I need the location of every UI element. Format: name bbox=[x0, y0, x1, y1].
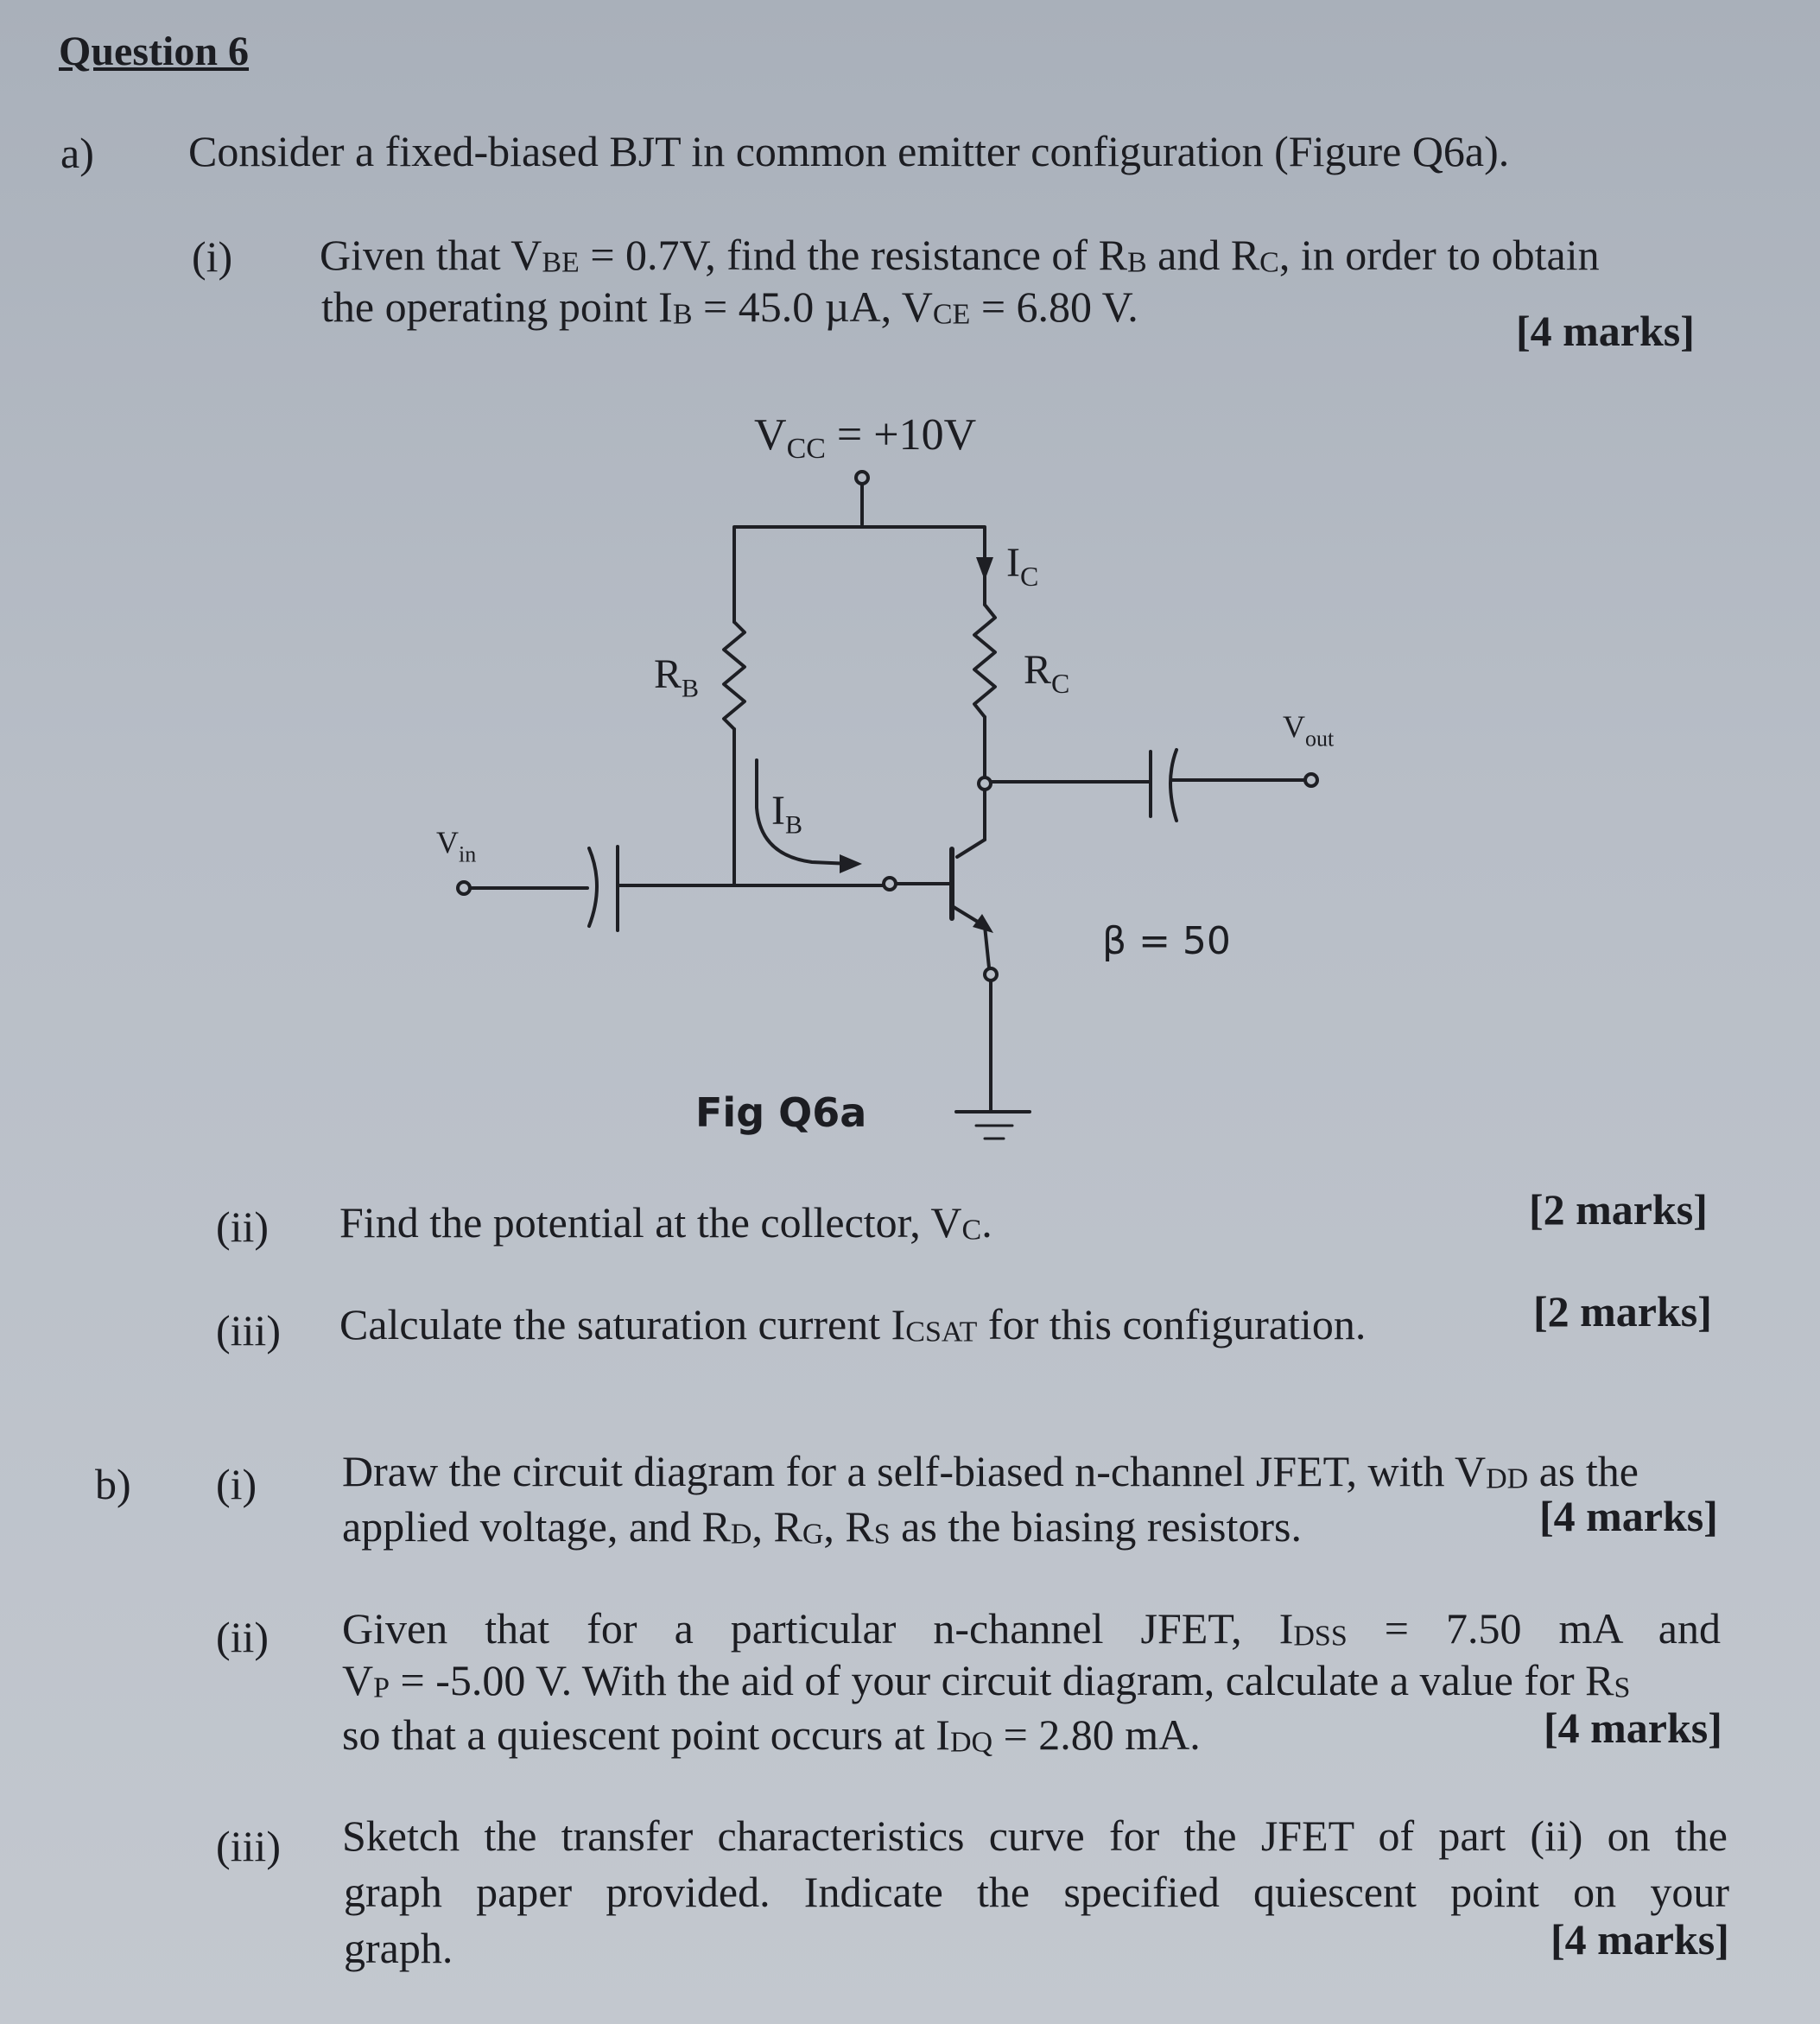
vout-label: $V_{out}$ bbox=[1283, 709, 1335, 752]
rb-label: $R_B$ bbox=[654, 651, 700, 703]
ic-arrowhead bbox=[976, 557, 993, 581]
part-b-iii-line2: graph paper provided. Indicate the specified quiescent point on your bbox=[344, 1868, 1729, 1916]
rc-label: $R_C$ bbox=[1024, 647, 1070, 700]
output-capacitor-plate2 bbox=[1170, 750, 1176, 821]
part-b-i-marks: [4 marks] bbox=[1539, 1492, 1718, 1540]
beta-label: β = 50 bbox=[1102, 919, 1231, 963]
vcc-label: $V_{CC} = +10V$ bbox=[754, 410, 977, 466]
rb-resistor bbox=[724, 622, 745, 729]
rc-resistor bbox=[974, 605, 995, 717]
part-a-intro: Consider a fixed-biased BJT in common emitter configuration (Figure Q6a). bbox=[188, 127, 1510, 175]
part-a-ii-marks: [2 marks] bbox=[1529, 1185, 1708, 1234]
part-b-iii-marks: [4 marks] bbox=[1550, 1915, 1729, 1964]
part-a-i-line2: the operating point $I_B = 45.0$ µA, $V_{CE} = 6.80$ V. bbox=[321, 282, 1138, 331]
part-b-i-line2: applied voltage, and $R_D$, $R_G$, $R_S$ as the biasing resistors. bbox=[342, 1502, 1302, 1551]
question-title: Question 6 bbox=[59, 29, 250, 74]
vin-label: $V_{in}$ bbox=[436, 825, 477, 867]
part-a-i-marks: [4 marks] bbox=[1516, 307, 1695, 355]
part-b-i-line1: Draw the circuit diagram for a self-biased n-channel JFET, with $V_{DD}$ as the bbox=[342, 1447, 1639, 1495]
part-a-ii-text: Find the potential at the collector, $V_C$. bbox=[339, 1198, 992, 1247]
input-capacitor-plate1 bbox=[589, 848, 597, 926]
part-b-label: b) bbox=[95, 1460, 131, 1508]
emitter-node bbox=[985, 968, 997, 980]
part-b-i-number: (i) bbox=[216, 1460, 257, 1508]
part-b-ii-line3: so that a quiescent point occurs at $I_{DQ} = 2.80$ mA. bbox=[342, 1710, 1201, 1759]
part-a-i-line1: Given that $V_{BE} = 0.7V$, find the resistance of $R_B$ and $R_C$, in order to obtain bbox=[320, 231, 1600, 279]
base-node bbox=[884, 878, 896, 890]
part-a-i-number: (i) bbox=[192, 232, 233, 281]
part-b-ii-line2: $V_P = -5.00$ V. With the aid of your circuit diagram, calculate a value for $R_S$ bbox=[342, 1656, 1631, 1704]
ib-arrowhead bbox=[840, 854, 862, 873]
part-a-ii-number: (ii) bbox=[216, 1202, 270, 1251]
part-b-iii-line1: Sketch the transfer characteristics curve for the JFET of part (ii) on the bbox=[342, 1811, 1728, 1860]
emitter-arrowhead bbox=[973, 914, 993, 933]
part-b-ii-number: (ii) bbox=[216, 1613, 270, 1661]
vcc-terminal bbox=[856, 472, 868, 484]
top-rail bbox=[734, 527, 985, 622]
part-a-iii-marks: [2 marks] bbox=[1533, 1287, 1712, 1336]
figure-caption: Fig Q6a bbox=[695, 1089, 867, 1136]
collector-node bbox=[979, 777, 991, 790]
part-a-label: a) bbox=[60, 129, 94, 177]
vout-terminal bbox=[1305, 774, 1317, 786]
part-b-ii-line1: Given that for a particular n-channel JFET, $I_{DSS} = 7.50$ mA and bbox=[342, 1604, 1721, 1653]
part-b-iii-line3: graph. bbox=[344, 1924, 453, 1972]
ib-label: $I_B$ bbox=[771, 788, 802, 840]
part-a-iii-number: (iii) bbox=[216, 1306, 281, 1355]
part-a-iii-text: Calculate the saturation current $I_{CSAT}$ for this configuration. bbox=[339, 1300, 1367, 1348]
ic-label: $I_C$ bbox=[1006, 540, 1039, 593]
vin-terminal bbox=[458, 882, 470, 894]
part-b-ii-marks: [4 marks] bbox=[1544, 1704, 1722, 1752]
part-b-iii-number: (iii) bbox=[216, 1822, 281, 1870]
